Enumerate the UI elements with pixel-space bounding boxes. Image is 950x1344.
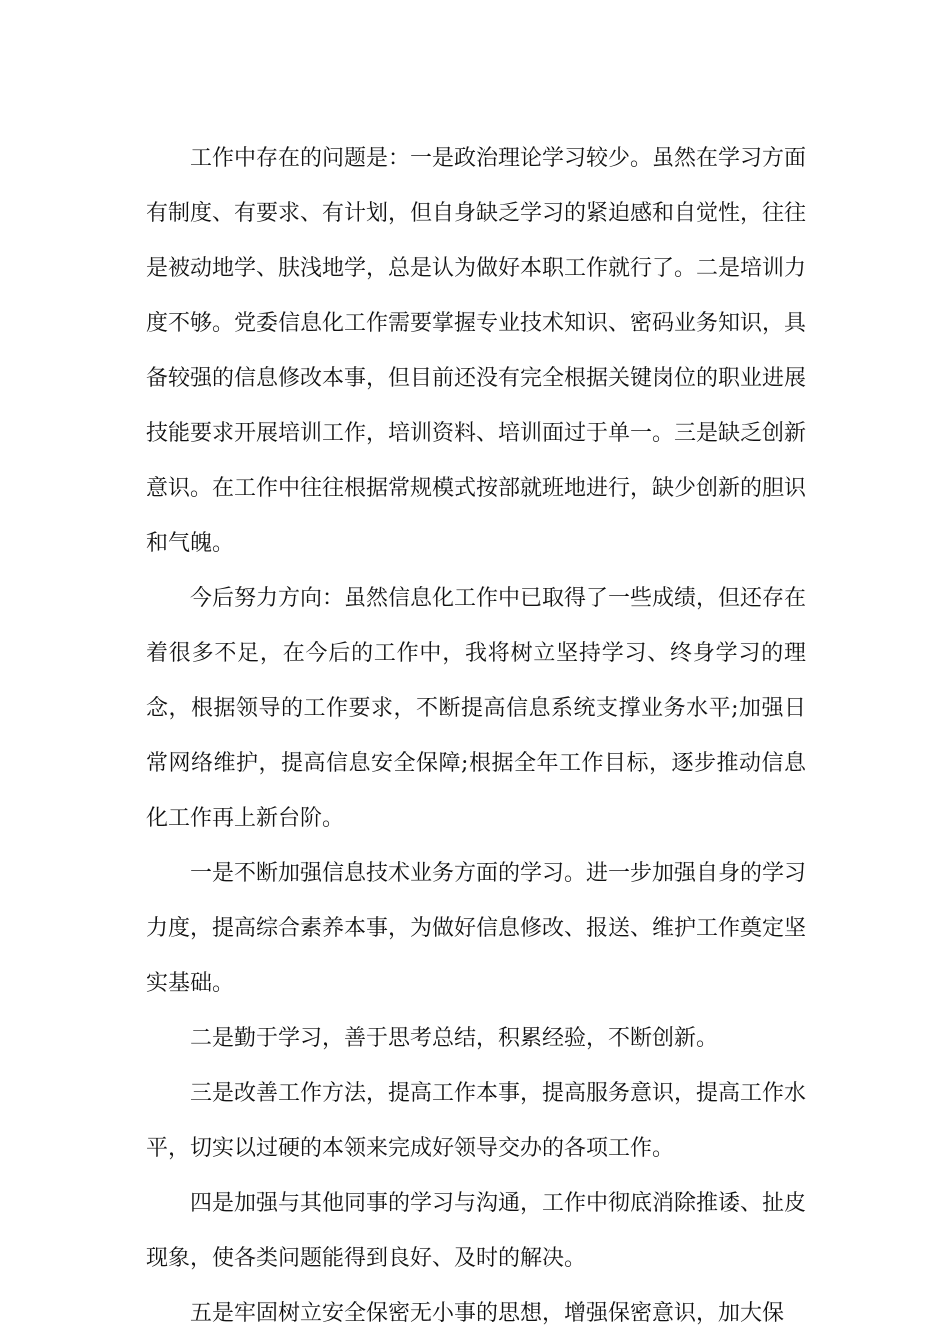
document-body	[146, 131, 806, 1341]
paragraph-problems: 工作中存在的问题是：一是政治理论学习较少。虽然在学习方面有制度、有要求、有计划，但自身缺乏学习的紧迫感和自觉性，往往是被动地学、肤浅地学，总是认为做好本职工作就行了。二是培训力度不够。党委信息化工作需要掌握专业技术知识、密码业务知识，具备较强的信息修改本事，但目前还没有完全根据关键岗位的职业进展技能要求开展培训工作，培训资料、培训面过于单一。三是缺乏创新意识。在工作中往往根据常规模式按部就班地进行，缺少创新的胆识和气魄。	[146, 146, 807, 556]
paragraph-point-one: 一是不断加强信息技术业务方面的学习。进一步加强自身的学习力度，提高综合素养本事，为做好信息修改、报送、维护工作奠定坚实基础。	[146, 861, 807, 996]
paragraph-point-three: 三是改善工作方法，提高工作本事，提高服务意识，提高工作水平，切实以过硬的本领来完成好领导交办的各项工作。	[146, 1081, 807, 1161]
paragraph-point-five: 五是牢固树立安全保密无小事的思想，增强保密意识，加大保	[190, 1301, 785, 1326]
paragraph-future-direction: 今后努力方向：虽然信息化工作中已取得了一些成绩，但还存在着很多不足，在今后的工作中，我将树立坚持学习、终身学习的理念，根据领导的工作要求，不断提高信息系统支撑业务水平;加强日常网络维护，提高信息安全保障;根据全年工作目标，逐步推动信息化工作再上新台阶。	[146, 586, 807, 831]
paragraph-point-four: 四是加强与其他同事的学习与沟通，工作中彻底消除推诿、扯皮现象，使各类问题能得到良好、及时的解决。	[146, 1191, 807, 1271]
paragraph-point-two: 二是勤于学习，善于思考总结，积累经验，不断创新。	[190, 1026, 719, 1051]
